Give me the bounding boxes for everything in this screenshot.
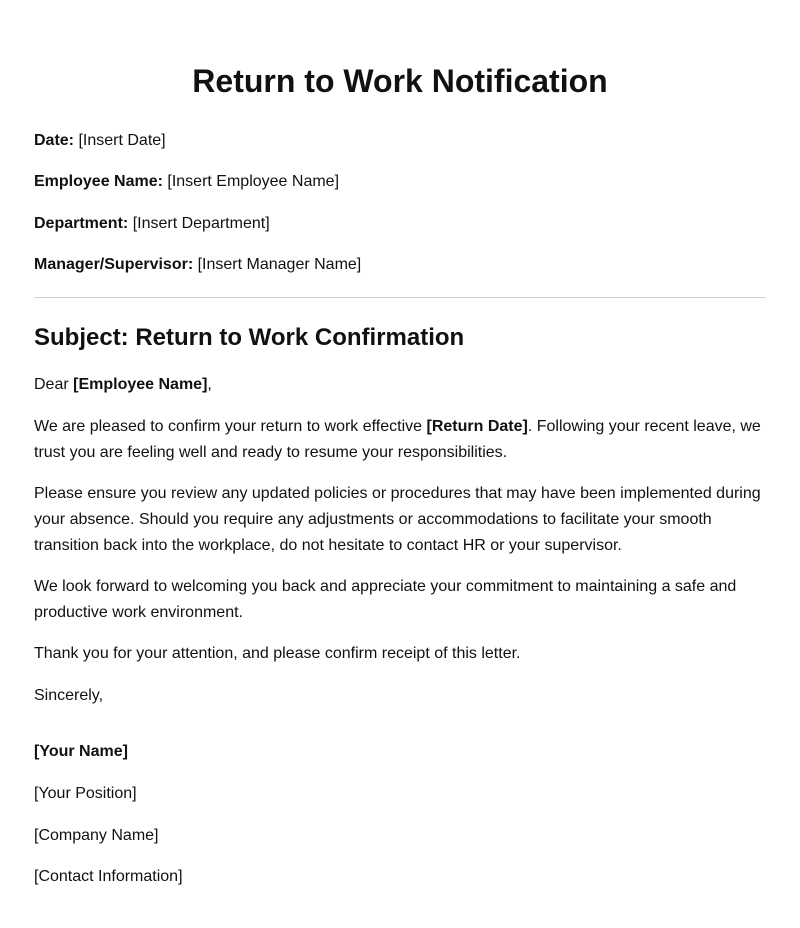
paragraph-policies: Please ensure you review any updated policies or procedures that may have been implemented during your absence. Should you require any adjustments or accommodations to facilitate your smooth transition back into the workplace, do not hesitate to contact HR or your supervisor. xyxy=(34,485,761,554)
signature-name: [Your Name] xyxy=(34,743,128,760)
paragraph1-part1: We are pleased to confirm your return to work effective xyxy=(34,418,427,435)
meta-employee-name xyxy=(34,172,339,192)
salutation-prefix: Dear xyxy=(34,376,74,393)
salutation-suffix: , xyxy=(207,376,212,393)
closing: Sincerely, xyxy=(34,687,104,704)
section-divider xyxy=(34,297,766,298)
meta-date xyxy=(34,131,166,151)
meta-employee-name-label: Employee Name: xyxy=(34,173,163,190)
paragraph-thanks: Thank you for your attention, and please confirm receipt of this letter. xyxy=(34,645,521,662)
meta-department xyxy=(34,214,270,234)
paragraph1-part2: . Following your recent leave, we trust you are feeling well and ready to resume your responsibilities. xyxy=(34,418,761,461)
paragraph-return-date xyxy=(34,414,766,466)
meta-department-value: [Insert Department] xyxy=(132,215,270,232)
document-title: Return to Work Notification xyxy=(192,63,608,99)
meta-manager xyxy=(34,255,361,275)
meta-date-value: [Insert Date] xyxy=(78,132,166,149)
signature-position: [Your Position] xyxy=(34,785,137,802)
meta-employee-name-value: [Insert Employee Name] xyxy=(167,173,340,190)
return-date: [Return Date] xyxy=(426,418,528,435)
signature-contact: [Contact Information] xyxy=(34,868,183,885)
subject-heading: Subject: Return to Work Confirmation xyxy=(34,324,465,351)
meta-department-label: Department: xyxy=(34,215,129,232)
paragraph-welcome: We look forward to welcoming you back and appreciate your commitment to maintaining a safe and productive work environment. xyxy=(34,578,737,621)
signature-company: [Company Name] xyxy=(34,827,159,844)
salutation xyxy=(34,372,766,398)
salutation-name: [Employee Name] xyxy=(73,376,208,393)
meta-manager-value: [Insert Manager Name] xyxy=(197,256,362,273)
meta-manager-label: Manager/Supervisor: xyxy=(34,256,194,273)
meta-date-label: Date: xyxy=(34,132,75,149)
